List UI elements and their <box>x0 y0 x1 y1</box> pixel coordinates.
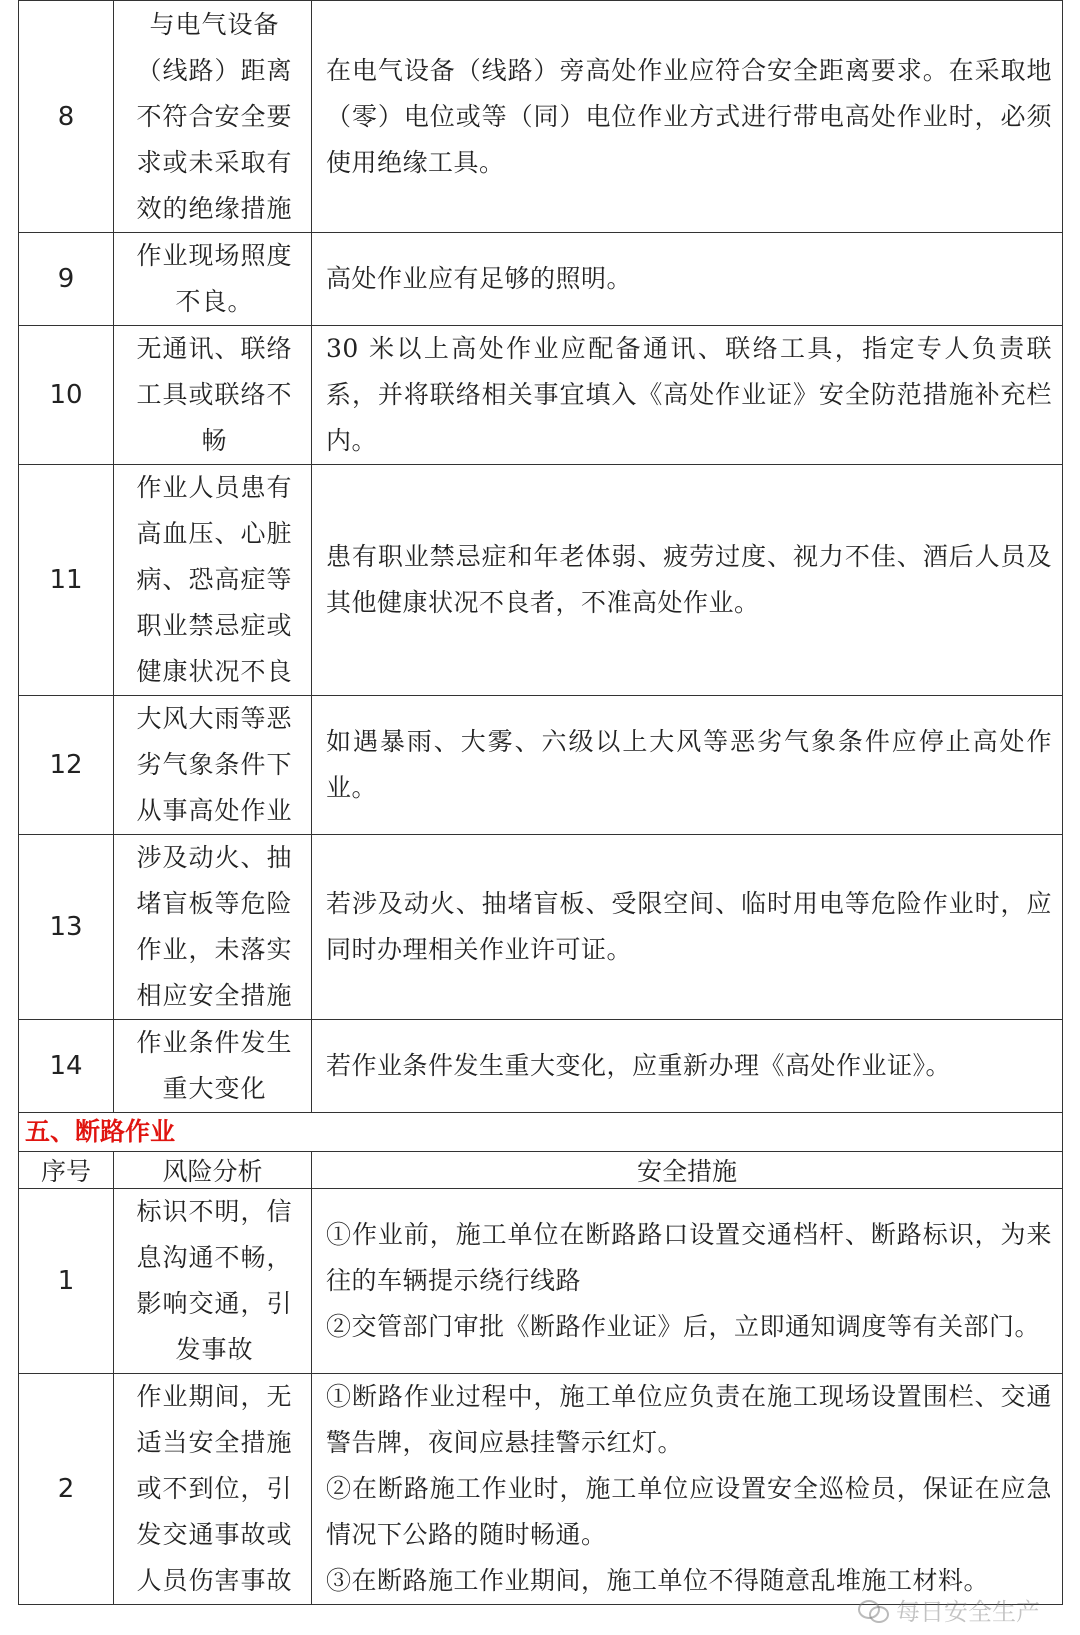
measure-item: ①作业前，施工单位在断路路口设置交通档杆、断路标识，为来往的车辆提示绕行线路 <box>326 1220 1052 1295</box>
table-row <box>19 835 1063 1020</box>
table-row <box>19 1189 1063 1374</box>
safety-measures-cell <box>312 465 1063 696</box>
measure-item: 若作业条件发生重大变化，应重新办理《高处作业证》。 <box>326 1051 952 1080</box>
risk-analysis-cell: 与电气设备（线路）距离不符合安全要求或未采取有效的绝缘措施 <box>114 1 312 233</box>
header-risk: 风险分析 <box>114 1152 312 1189</box>
measure-item: 在电气设备（线路）旁高处作业应符合安全距离要求。在采取地（零）电位或等（同）电位作业方式进行带电高处作业时，必须使用绝缘工具。 <box>326 55 1052 177</box>
table-row <box>19 1 1063 233</box>
risk-analysis-cell: 大风大雨等恶劣气象条件下从事高处作业 <box>114 696 312 835</box>
safety-measures-cell <box>312 696 1063 835</box>
table-body-top <box>19 1 1063 1113</box>
measure-item: 如遇暴雨、大雾、六级以上大风等恶劣气象条件应停止高处作业。 <box>326 727 1052 802</box>
row-number: 2 <box>19 1374 114 1605</box>
row-number: 1 <box>19 1189 114 1374</box>
safety-measures-cell <box>312 1020 1063 1113</box>
watermark-text: 每日安全生产 <box>896 1598 1040 1626</box>
wechat-icon <box>858 1598 888 1622</box>
measure-item: ②在断路施工作业时，施工单位应设置安全巡检员，保证在应急情况下公路的随时畅通。 <box>326 1474 1052 1549</box>
safety-measures-cell <box>312 1189 1063 1374</box>
table-body-bottom <box>19 1189 1063 1605</box>
measure-item: 患有职业禁忌症和年老体弱、疲劳过度、视力不佳、酒后人员及其他健康状况不良者，不准高处作业。 <box>326 542 1052 617</box>
header-measures: 安全措施 <box>312 1152 1063 1189</box>
measure-item: ③在断路施工作业期间，施工单位不得随意乱堆施工材料。 <box>326 1566 990 1595</box>
row-number: 14 <box>19 1020 114 1113</box>
risk-analysis-cell: 涉及动火、抽堵盲板等危险作业，未落实相应安全措施 <box>114 835 312 1020</box>
table-row <box>19 465 1063 696</box>
row-number: 8 <box>19 1 114 233</box>
safety-measures-cell <box>312 233 1063 326</box>
section-title: 五、断路作业 <box>19 1113 1063 1152</box>
safety-table <box>18 0 1063 1605</box>
column-header-row <box>19 1152 1063 1189</box>
risk-analysis-cell: 标识不明，信息沟通不畅，影响交通，引发事故 <box>114 1189 312 1374</box>
table-row <box>19 326 1063 465</box>
row-number: 11 <box>19 465 114 696</box>
measure-item: ①断路作业过程中，施工单位应负责在施工现场设置围栏、交通警告牌，夜间应悬挂警示红灯。 <box>326 1382 1052 1457</box>
safety-measures-cell <box>312 835 1063 1020</box>
measure-item: 若涉及动火、抽堵盲板、受限空间、临时用电等危险作业时，应同时办理相关作业许可证。 <box>326 889 1052 964</box>
table-row <box>19 233 1063 326</box>
table-row <box>19 1374 1063 1605</box>
risk-analysis-cell: 作业现场照度不良。 <box>114 233 312 326</box>
table-row <box>19 696 1063 835</box>
document-page <box>18 0 1062 1605</box>
watermark <box>858 1592 1040 1627</box>
safety-measures-cell <box>312 326 1063 465</box>
row-number: 13 <box>19 835 114 1020</box>
header-num: 序号 <box>19 1152 114 1189</box>
section-row <box>19 1113 1063 1152</box>
risk-analysis-cell: 无通讯、联络工具或联络不畅 <box>114 326 312 465</box>
safety-measures-cell <box>312 1374 1063 1605</box>
risk-analysis-cell: 作业期间，无适当安全措施或不到位，引发交通事故或人员伤害事故 <box>114 1374 312 1605</box>
risk-analysis-cell: 作业条件发生重大变化 <box>114 1020 312 1113</box>
table-row <box>19 1020 1063 1113</box>
measure-item: 30 米以上高处作业应配备通讯、联络工具，指定专人负责联系，并将联络相关事宜填入《高处作业证》安全防范措施补充栏内。 <box>326 334 1052 455</box>
row-number: 10 <box>19 326 114 465</box>
safety-measures-cell <box>312 1 1063 233</box>
measure-item: 高处作业应有足够的照明。 <box>326 264 633 293</box>
row-number: 9 <box>19 233 114 326</box>
section-header-body <box>19 1113 1063 1189</box>
measure-item: ②交管部门审批《断路作业证》后，立即通知调度等有关部门。 <box>326 1312 1041 1341</box>
risk-analysis-cell: 作业人员患有高血压、心脏病、恐高症等职业禁忌症或健康状况不良 <box>114 465 312 696</box>
row-number: 12 <box>19 696 114 835</box>
